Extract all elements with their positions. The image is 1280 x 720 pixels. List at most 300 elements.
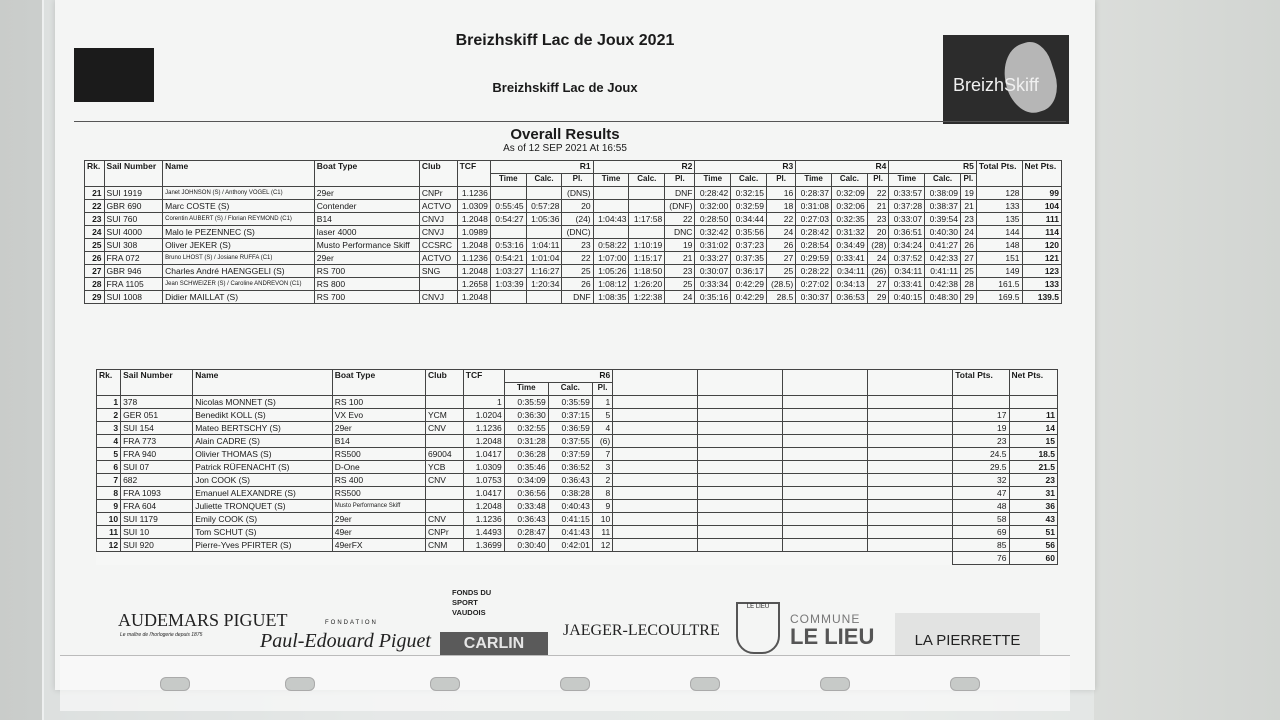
time-cell: 0:33:07: [889, 213, 925, 226]
rank-cell: 21: [85, 187, 105, 200]
empty-cell: [698, 474, 783, 487]
empty-cell: [868, 474, 953, 487]
club-cell: [425, 396, 463, 409]
empty-race-column: [783, 370, 868, 396]
club-cell: [425, 435, 463, 448]
net-points-cell: 60: [1009, 552, 1058, 565]
tcf-cell: 1.2048: [457, 265, 490, 278]
subheader-pl: Pl.: [767, 174, 796, 187]
net-points-cell: 104: [1022, 200, 1061, 213]
empty-cell: [97, 552, 953, 565]
empty-cell: [698, 448, 783, 461]
calc-cell: 0:48:30: [925, 291, 961, 304]
column-header-net: Net Pts.: [1022, 161, 1061, 187]
le-lieu-logo: LE LIEU: [790, 624, 875, 649]
club-cell: [425, 487, 463, 500]
net-points-cell: 11: [1009, 409, 1058, 422]
place-cell: 25: [562, 265, 593, 278]
rank-cell: 4: [97, 435, 121, 448]
boat-type-cell: D-One: [332, 461, 425, 474]
total-points-cell: 23: [953, 435, 1009, 448]
event-title: Breizhskiff Lac de Joux 2021: [455, 32, 675, 49]
name-cell: Charles André HAENGGELI (S): [163, 265, 315, 278]
place-cell: 27: [867, 278, 889, 291]
calc-cell: 1:05:36: [526, 213, 562, 226]
time-cell: [593, 200, 629, 213]
total-points-cell: 76: [953, 552, 1009, 565]
name-cell: Emanuel ALEXANDRE (S): [193, 487, 333, 500]
sail-number-cell: FRA 604: [121, 500, 193, 513]
sail-number-cell: 378: [121, 396, 193, 409]
club-cell: ACTVO: [419, 252, 457, 265]
subheader-time: Time: [695, 174, 731, 187]
subheader-time: Time: [796, 174, 832, 187]
time-cell: 0:32:42: [695, 226, 731, 239]
empty-cell: [613, 409, 698, 422]
table-row: [97, 435, 1058, 448]
net-points-cell: 121: [1022, 252, 1061, 265]
sponsor-strip: [90, 580, 1070, 660]
name-cell: Olivier THOMAS (S): [193, 448, 333, 461]
rank-cell: 11: [97, 526, 121, 539]
rank-cell: 8: [97, 487, 121, 500]
rank-cell: 1: [97, 396, 121, 409]
total-points-cell: 161.5: [976, 278, 1022, 291]
place-cell: 26: [960, 239, 976, 252]
empty-cell: [698, 409, 783, 422]
calc-cell: 1:15:17: [629, 252, 665, 265]
sail-number-cell: GBR 690: [104, 200, 163, 213]
time-cell: 0:31:28: [504, 435, 548, 448]
table-row: [85, 265, 1062, 278]
boat-type-cell: B14: [314, 213, 419, 226]
calc-cell: 1:04:11: [526, 239, 562, 252]
empty-cell: [698, 422, 783, 435]
total-points-cell: 32: [953, 474, 1009, 487]
calc-cell: 0:40:43: [548, 500, 592, 513]
time-cell: 0:27:03: [796, 213, 832, 226]
empty-cell: [783, 487, 868, 500]
place-cell: 25: [960, 265, 976, 278]
place-cell: 29: [867, 291, 889, 304]
time-cell: 0:54:21: [490, 252, 526, 265]
subheader-pl: Pl.: [562, 174, 593, 187]
club-cell: [425, 500, 463, 513]
time-cell: [490, 226, 526, 239]
table-row: [97, 422, 1058, 435]
calc-cell: 0:34:49: [832, 239, 868, 252]
empty-race-column: [868, 370, 953, 396]
calc-cell: 0:34:11: [832, 265, 868, 278]
place-cell: 18: [767, 200, 796, 213]
boat-type-cell: RS 800: [314, 278, 419, 291]
subheader-pl: Pl.: [867, 174, 889, 187]
name-cell: Oliver JEKER (S): [163, 239, 315, 252]
empty-cell: [868, 513, 953, 526]
empty-cell: [698, 539, 783, 552]
race-header: R4: [796, 161, 889, 174]
rank-cell: 24: [85, 226, 105, 239]
place-cell: 25: [767, 265, 796, 278]
empty-cell: [613, 448, 698, 461]
calc-cell: 0:40:30: [925, 226, 961, 239]
net-points-cell: 114: [1022, 226, 1061, 239]
total-points-cell: 135: [976, 213, 1022, 226]
total-points-cell: 128: [976, 187, 1022, 200]
net-points-cell: [1009, 396, 1058, 409]
place-cell: 22: [665, 213, 695, 226]
place-cell: 3: [592, 461, 612, 474]
rank-cell: 29: [85, 291, 105, 304]
column-header-name: Name: [193, 370, 333, 396]
calc-cell: [526, 187, 562, 200]
calc-cell: [629, 187, 665, 200]
time-cell: 1:05:26: [593, 265, 629, 278]
rank-cell: 9: [97, 500, 121, 513]
rank-cell: 23: [85, 213, 105, 226]
time-cell: 0:53:16: [490, 239, 526, 252]
tcf-cell: 1.0309: [463, 461, 504, 474]
time-cell: 0:31:08: [796, 200, 832, 213]
tcf-cell: 1.0309: [457, 200, 490, 213]
time-cell: 0:30:40: [504, 539, 548, 552]
table-row: [85, 291, 1062, 304]
empty-cell: [783, 539, 868, 552]
place-cell: (28.5): [767, 278, 796, 291]
column-header-club: Club: [425, 370, 463, 396]
place-cell: 24: [767, 226, 796, 239]
total-points-cell: 69: [953, 526, 1009, 539]
tcf-cell: 1.0753: [463, 474, 504, 487]
sail-number-cell: 682: [121, 474, 193, 487]
calc-cell: 0:32:06: [832, 200, 868, 213]
net-points-cell: 14: [1009, 422, 1058, 435]
column-header-total: Total Pts.: [976, 161, 1022, 187]
jaeger-lecoultre-logo: JAEGER-LECOULTRE: [563, 622, 720, 639]
boat-type-cell: RS 700: [314, 291, 419, 304]
place-cell: 11: [592, 526, 612, 539]
calc-cell: [526, 226, 562, 239]
boat-type-cell: RS 700: [314, 265, 419, 278]
la-pierrette-logo: LA PIERRETTE: [895, 613, 1040, 655]
place-cell: 21: [867, 200, 889, 213]
time-cell: 1:04:43: [593, 213, 629, 226]
time-cell: 1:03:27: [490, 265, 526, 278]
empty-cell: [868, 526, 953, 539]
rank-cell: 27: [85, 265, 105, 278]
time-cell: 0:33:34: [695, 278, 731, 291]
name-cell: Janet JOHNSON (S) / Anthony VOGEL (C1): [163, 187, 315, 200]
calc-cell: 0:41:43: [548, 526, 592, 539]
column-header-rk: Rk.: [85, 161, 105, 187]
rank-cell: 12: [97, 539, 121, 552]
place-cell: 26: [767, 239, 796, 252]
place-cell: 1: [592, 396, 612, 409]
sail-number-cell: SUI 154: [121, 422, 193, 435]
total-points-cell: 144: [976, 226, 1022, 239]
time-cell: 1:08:12: [593, 278, 629, 291]
calc-cell: 0:39:54: [925, 213, 961, 226]
sail-number-cell: FRA 773: [121, 435, 193, 448]
place-cell: 21: [960, 200, 976, 213]
place-cell: 23: [562, 239, 593, 252]
time-cell: 0:28:47: [504, 526, 548, 539]
calc-cell: 0:32:09: [832, 187, 868, 200]
empty-cell: [868, 539, 953, 552]
carlin-logo: CARLIN: [440, 632, 548, 656]
empty-cell: [783, 422, 868, 435]
binder-hole: [430, 677, 460, 691]
table-row: [97, 513, 1058, 526]
calc-cell: 0:37:15: [548, 409, 592, 422]
calc-cell: 0:32:15: [731, 187, 767, 200]
table-row: [85, 187, 1062, 200]
calc-cell: 0:57:28: [526, 200, 562, 213]
binder-hole: [690, 677, 720, 691]
place-cell: 4: [592, 422, 612, 435]
calc-cell: 0:41:11: [925, 265, 961, 278]
boat-type-cell: B14: [332, 435, 425, 448]
fondation-label: FONDATION: [325, 620, 378, 626]
tcf-cell: 1: [463, 396, 504, 409]
calc-cell: 1:17:58: [629, 213, 665, 226]
net-points-cell: 18.5: [1009, 448, 1058, 461]
place-cell: 22: [562, 252, 593, 265]
tcf-cell: 1.2048: [457, 291, 490, 304]
net-points-cell: 123: [1022, 265, 1061, 278]
results-table-2: [96, 369, 1058, 565]
total-points-cell: 17: [953, 409, 1009, 422]
column-header-sail: Sail Number: [104, 161, 163, 187]
club-cell: 69004: [425, 448, 463, 461]
column-header-rk: Rk.: [97, 370, 121, 396]
club-cell: SNG: [419, 265, 457, 278]
empty-cell: [613, 500, 698, 513]
place-cell: (DNS): [562, 187, 593, 200]
table-row: [85, 278, 1062, 291]
name-cell: Jon COOK (S): [193, 474, 333, 487]
empty-cell: [698, 487, 783, 500]
net-points-cell: 139.5: [1022, 291, 1061, 304]
time-cell: 1:03:39: [490, 278, 526, 291]
sail-number-cell: FRA 1105: [104, 278, 163, 291]
place-cell: (28): [867, 239, 889, 252]
boat-type-cell: VX Evo: [332, 409, 425, 422]
club-cell: ACTVO: [419, 200, 457, 213]
boat-type-cell: 29er: [332, 422, 425, 435]
empty-race-column: [613, 370, 698, 396]
table-row: [97, 461, 1058, 474]
rank-cell: 22: [85, 200, 105, 213]
empty-cell: [698, 500, 783, 513]
binder-hole: [820, 677, 850, 691]
empty-cell: [783, 396, 868, 409]
race-header: R5: [889, 161, 976, 174]
commune-label: COMMUNE: [790, 612, 861, 626]
empty-race-column: [698, 370, 783, 396]
place-cell: 22: [867, 187, 889, 200]
name-cell: Benedikt KOLL (S): [193, 409, 333, 422]
net-points-cell: 120: [1022, 239, 1061, 252]
time-cell: 0:34:24: [889, 239, 925, 252]
time-cell: 0:37:52: [889, 252, 925, 265]
boat-type-cell: RS 400: [332, 474, 425, 487]
place-cell: 25: [665, 278, 695, 291]
club-cell: CNV: [425, 474, 463, 487]
place-cell: 21: [665, 252, 695, 265]
name-cell: Bruno LHOST (S) / Josiane RUFFA (C1): [163, 252, 315, 265]
net-points-cell: 99: [1022, 187, 1061, 200]
empty-cell: [868, 435, 953, 448]
total-points-cell: 29.5: [953, 461, 1009, 474]
tcf-cell: 1.0989: [457, 226, 490, 239]
race-header: R3: [695, 161, 796, 174]
sail-number-cell: SUI 07: [121, 461, 193, 474]
audemars-tagline: Le maître de l'horlogerie depuis 1875: [120, 632, 203, 638]
empty-cell: [698, 526, 783, 539]
subheader-pl: Pl.: [665, 174, 695, 187]
name-cell: Tom SCHUT (S): [193, 526, 333, 539]
place-cell: 7: [592, 448, 612, 461]
calc-cell: 1:20:34: [526, 278, 562, 291]
calc-cell: 1:18:50: [629, 265, 665, 278]
boat-type-cell: laser 4000: [314, 226, 419, 239]
place-cell: 27: [767, 252, 796, 265]
empty-cell: [783, 435, 868, 448]
calc-cell: 0:36:52: [548, 461, 592, 474]
time-cell: 0:58:22: [593, 239, 629, 252]
place-cell: 10: [592, 513, 612, 526]
place-cell: DNF: [665, 187, 695, 200]
club-cell: CNPr: [425, 526, 463, 539]
rank-cell: 5: [97, 448, 121, 461]
sail-number-cell: SUI 1008: [104, 291, 163, 304]
time-cell: 0:33:41: [889, 278, 925, 291]
time-cell: 0:30:37: [796, 291, 832, 304]
name-cell: Mateo BERTSCHY (S): [193, 422, 333, 435]
time-cell: 0:28:50: [695, 213, 731, 226]
time-cell: 1:08:35: [593, 291, 629, 304]
calc-cell: 1:22:38: [629, 291, 665, 304]
boat-type-cell: Musto Performance Skiff: [332, 500, 425, 513]
calc-cell: 1:26:20: [629, 278, 665, 291]
place-cell: 12: [592, 539, 612, 552]
tcf-cell: 1.1236: [457, 252, 490, 265]
total-points-cell: 169.5: [976, 291, 1022, 304]
boat-type-cell: RS 100: [332, 396, 425, 409]
calc-cell: 0:37:55: [548, 435, 592, 448]
calc-cell: 1:01:04: [526, 252, 562, 265]
place-cell: 24: [867, 252, 889, 265]
calc-cell: 0:41:15: [548, 513, 592, 526]
binder-hole: [560, 677, 590, 691]
table-row: [97, 409, 1058, 422]
boat-type-cell: 49er: [332, 526, 425, 539]
name-cell: Corentin AUBERT (S) / Florian REYMOND (C1): [163, 213, 315, 226]
table-row: [97, 474, 1058, 487]
rank-cell: 10: [97, 513, 121, 526]
boat-type-cell: 49erFX: [332, 539, 425, 552]
name-cell: Malo le PEZENNEC (S): [163, 226, 315, 239]
tcf-cell: 1.0417: [463, 448, 504, 461]
boat-type-cell: RS500: [332, 487, 425, 500]
tcf-cell: 1.2048: [463, 500, 504, 513]
tcf-cell: 1.0204: [463, 409, 504, 422]
column-header-boat: Boat Type: [314, 161, 419, 187]
place-cell: 29: [960, 291, 976, 304]
total-points-cell: [953, 396, 1009, 409]
audemars-piguet-logo: AUDEMARS PIGUET: [118, 610, 288, 630]
place-cell: 22: [767, 213, 796, 226]
club-cell: CCSRC: [419, 239, 457, 252]
subheader-calc: Calc.: [548, 383, 592, 396]
column-header-sail: Sail Number: [121, 370, 193, 396]
empty-cell: [698, 396, 783, 409]
calc-cell: 0:37:35: [731, 252, 767, 265]
logo-text: BreizhSkiff: [953, 75, 1039, 95]
column-header-name: Name: [163, 161, 315, 187]
subheader-time: Time: [504, 383, 548, 396]
club-cell: [419, 278, 457, 291]
time-cell: 0:36:56: [504, 487, 548, 500]
calc-cell: 0:42:29: [731, 291, 767, 304]
empty-cell: [698, 513, 783, 526]
time-cell: [490, 291, 526, 304]
total-points-cell: 151: [976, 252, 1022, 265]
total-points-cell: 47: [953, 487, 1009, 500]
empty-cell: [613, 461, 698, 474]
sail-number-cell: SUI 1919: [104, 187, 163, 200]
calc-cell: 0:31:32: [832, 226, 868, 239]
boat-type-cell: 29er: [332, 513, 425, 526]
table-row: [97, 487, 1058, 500]
empty-cell: [613, 474, 698, 487]
club-cell: YCB: [425, 461, 463, 474]
time-cell: 0:36:51: [889, 226, 925, 239]
tcf-cell: 1.1236: [463, 422, 504, 435]
rank-cell: 28: [85, 278, 105, 291]
time-cell: 0:36:28: [504, 448, 548, 461]
fonds-sport-vaudois-logo: FONDS DU SPORT VAUDOIS: [452, 588, 492, 617]
race-header: R6: [504, 370, 612, 383]
calc-cell: 0:38:37: [925, 200, 961, 213]
sail-number-cell: GER 051: [121, 409, 193, 422]
table-row: [85, 226, 1062, 239]
net-points-cell: 36: [1009, 500, 1058, 513]
place-cell: 8: [592, 487, 612, 500]
empty-cell: [783, 409, 868, 422]
calc-cell: 0:42:01: [548, 539, 592, 552]
table-row: [85, 252, 1062, 265]
race-header: R1: [490, 161, 593, 174]
place-cell: 19: [665, 239, 695, 252]
place-cell: 23: [960, 213, 976, 226]
time-cell: 0:35:46: [504, 461, 548, 474]
calc-cell: [629, 226, 665, 239]
table-row: [97, 526, 1058, 539]
boat-type-cell: 29er: [314, 187, 419, 200]
club-cell: CNVJ: [419, 291, 457, 304]
calc-cell: 0:42:38: [925, 278, 961, 291]
total-points-cell: 133: [976, 200, 1022, 213]
results-table-1: [84, 160, 1062, 304]
sail-number-cell: SUI 920: [121, 539, 193, 552]
time-cell: 0:32:55: [504, 422, 548, 435]
total-points-cell: 24.5: [953, 448, 1009, 461]
empty-cell: [868, 409, 953, 422]
sail-number-cell: SUI 760: [104, 213, 163, 226]
club-cell: CNVJ: [419, 226, 457, 239]
